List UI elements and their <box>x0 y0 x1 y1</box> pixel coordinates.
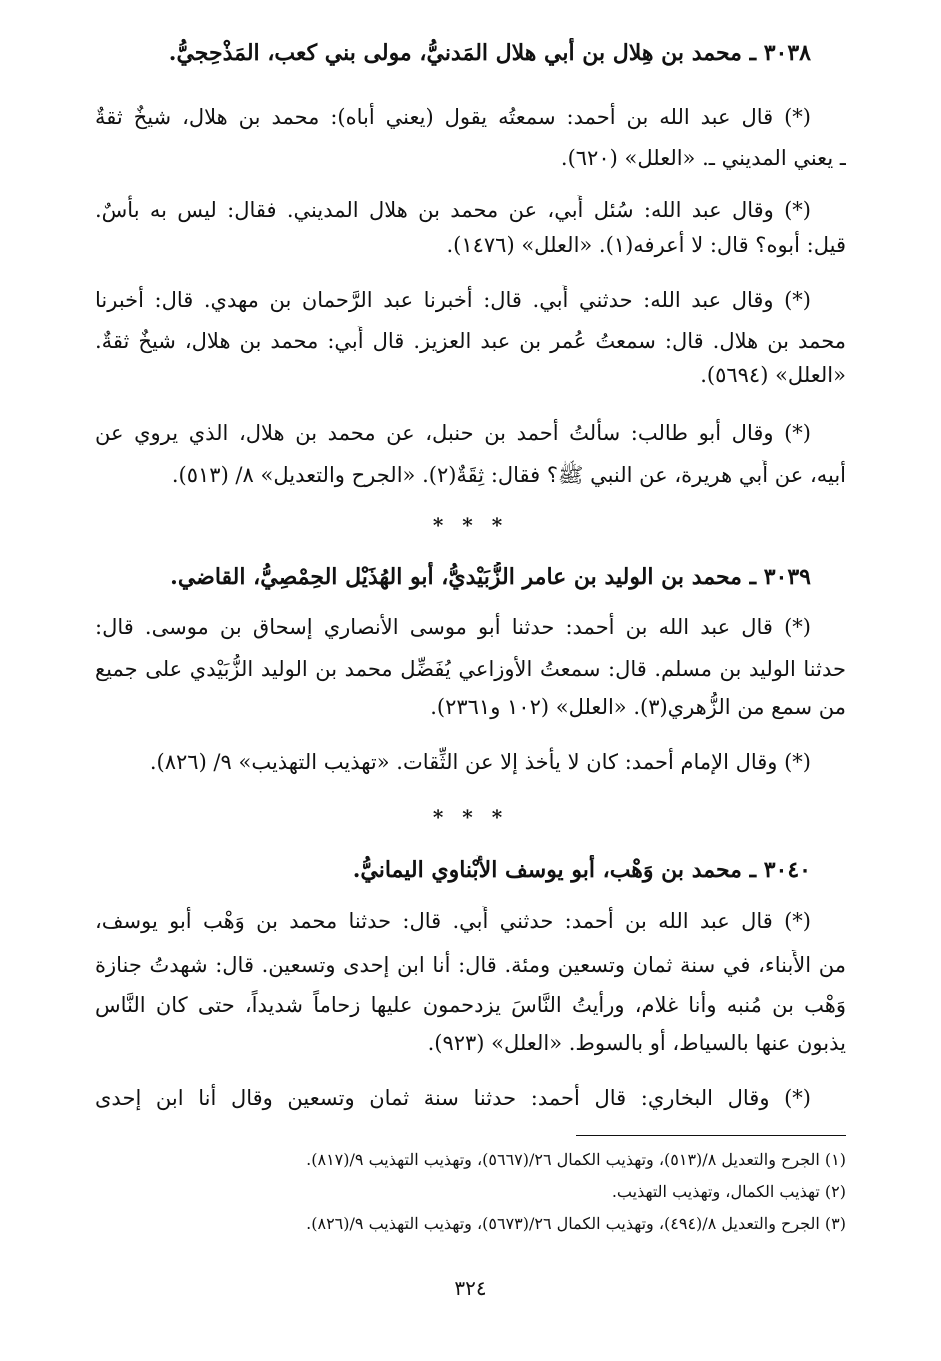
section-separator: * * * <box>432 805 509 829</box>
paragraph-line: يذبون عنها بالسياط، أو بالسوط. «العلل» (٩٢٣). <box>427 1031 846 1055</box>
footnote: (٣) الجرح والتعديل ٨/(٤٩٤)، وتهذيب الكمال ٢٦/(٥٦٧٣)، وتهذيب التهذيب ٩/(٨٢٦). <box>306 1214 846 1233</box>
paragraph-line: أبيه، عن أَبي هريرة، عن النبي ﷺ؟ فقال: ثِقَةٌ(٢). «الجرح والتعديل» ٨/ (٥١٣). <box>171 463 846 487</box>
paragraph-line: محمد بن هلال. قال: سمعتُ عُمر بن عبد العزيز. قال أَبي: محمد بن هلال، شيخٌ ثقةٌ. <box>95 329 846 353</box>
paragraph-line: (*) وقال البخاري: قال أحمد: حدثنا سنة ثمان وتسعين وقال أنا ابن إحدى <box>95 1086 811 1110</box>
paragraph-line: (*) وقال عبد الله: سُئل أَبي، عن محمد بن هلال المديني. فقال: ليس به بأْسٌ. <box>95 198 811 222</box>
paragraph-line: (*) قال عبد الله بن أحمد: سمعتُه يقول (يعني أباه): محمد بن هلال، شيخٌ ثقةٌ <box>95 105 811 129</box>
entry-heading: ٣٠٣٨ ـ محمد بن هِلال بن أَبي هلال المَدنيُّ، مولى بني كعب، المَذْحِجيُّ. <box>168 40 811 66</box>
page-number: ٣٢٤ <box>454 1276 487 1300</box>
paragraph-line: ـ يعني المديني ـ. «العلل» (٦٢٠). <box>560 146 846 170</box>
paragraph-line: من سمع من الزُّهري(٣). «العلل» (١٠٢ و٢٣٦١). <box>430 695 846 719</box>
section-separator: * * * <box>432 513 509 537</box>
paragraph-line: «العلل» (٥٦٩٤). <box>700 363 846 387</box>
footnote: (٢) تهذيب الكمال، وتهذيب التهذيب. <box>611 1182 846 1201</box>
paragraph-line: (*) قال عبد الله بن أحمد: حدثنا أبو موسى الأنصاري إسحاق بن موسى. قال: <box>95 615 811 639</box>
paragraph-line: قيل: أبوه؟ قال: لا أعرفه(١). «العلل» (١٤٧٦). <box>446 233 846 257</box>
entry-heading: ٣٠٣٩ ـ محمد بن الوليد بن عامر الزُّبَيْديُّ، أبو الهُذَيْل الحِمْصِيُّ، القاضي. <box>170 564 811 590</box>
paragraph-line: (*) قال عبد الله بن أحمد: حدثني أَبي. قال: حدثنا محمد بن وَهْب أبو يوسف، <box>95 909 811 933</box>
paragraph-line: وَهْب بن مُنبه وأنا غلام، ورأيتُ النَّاسَ يزدحمون عليها زحاماً شديداً، حتى كان النَّاس <box>95 993 846 1017</box>
footnote-rule <box>576 1135 846 1136</box>
entry-heading: ٣٠٤٠ ـ محمد بن وَهْب، أَبو يوسف الأَبْناوي اليمانيُّ. <box>352 857 811 883</box>
footnote: (١) الجرح والتعديل ٨/(٥١٣)، وتهذيب الكمال ٢٦/(٥٦٦٧)، وتهذيب التهذيب ٩/(٨١٧). <box>306 1150 846 1169</box>
paragraph-line: (*) وقال الإمام أحمد: كان لا يأْخذ إلا عن الثِّقات. «تهذيب التهذيب» ٩/ (٨٢٦). <box>149 750 811 774</box>
paragraph-line: من الأَبناء، في سنة ثمان وتسعين ومئة. قال: أنا ابن إحدى وتسعين. قال: شهدتُ جنازة <box>95 953 846 977</box>
paragraph-line: حدثنا الوليد بن مسلم. قال: سمعتُ الأوزاعي يُفَضِّل محمد بن الوليد الزُّبَيْدي على جميع <box>95 657 846 681</box>
paragraph-line: (*) وقال أبو طالب: سألتُ أحمد بن حنبل، عن محمد بن هلال، الذي يروي عن <box>95 421 811 445</box>
paragraph-line: (*) وقال عبد الله: حدثني أَبي. قال: أخبرنا عبد الرَّحمان بن مهدي. قال: أخبرنا <box>95 288 811 312</box>
